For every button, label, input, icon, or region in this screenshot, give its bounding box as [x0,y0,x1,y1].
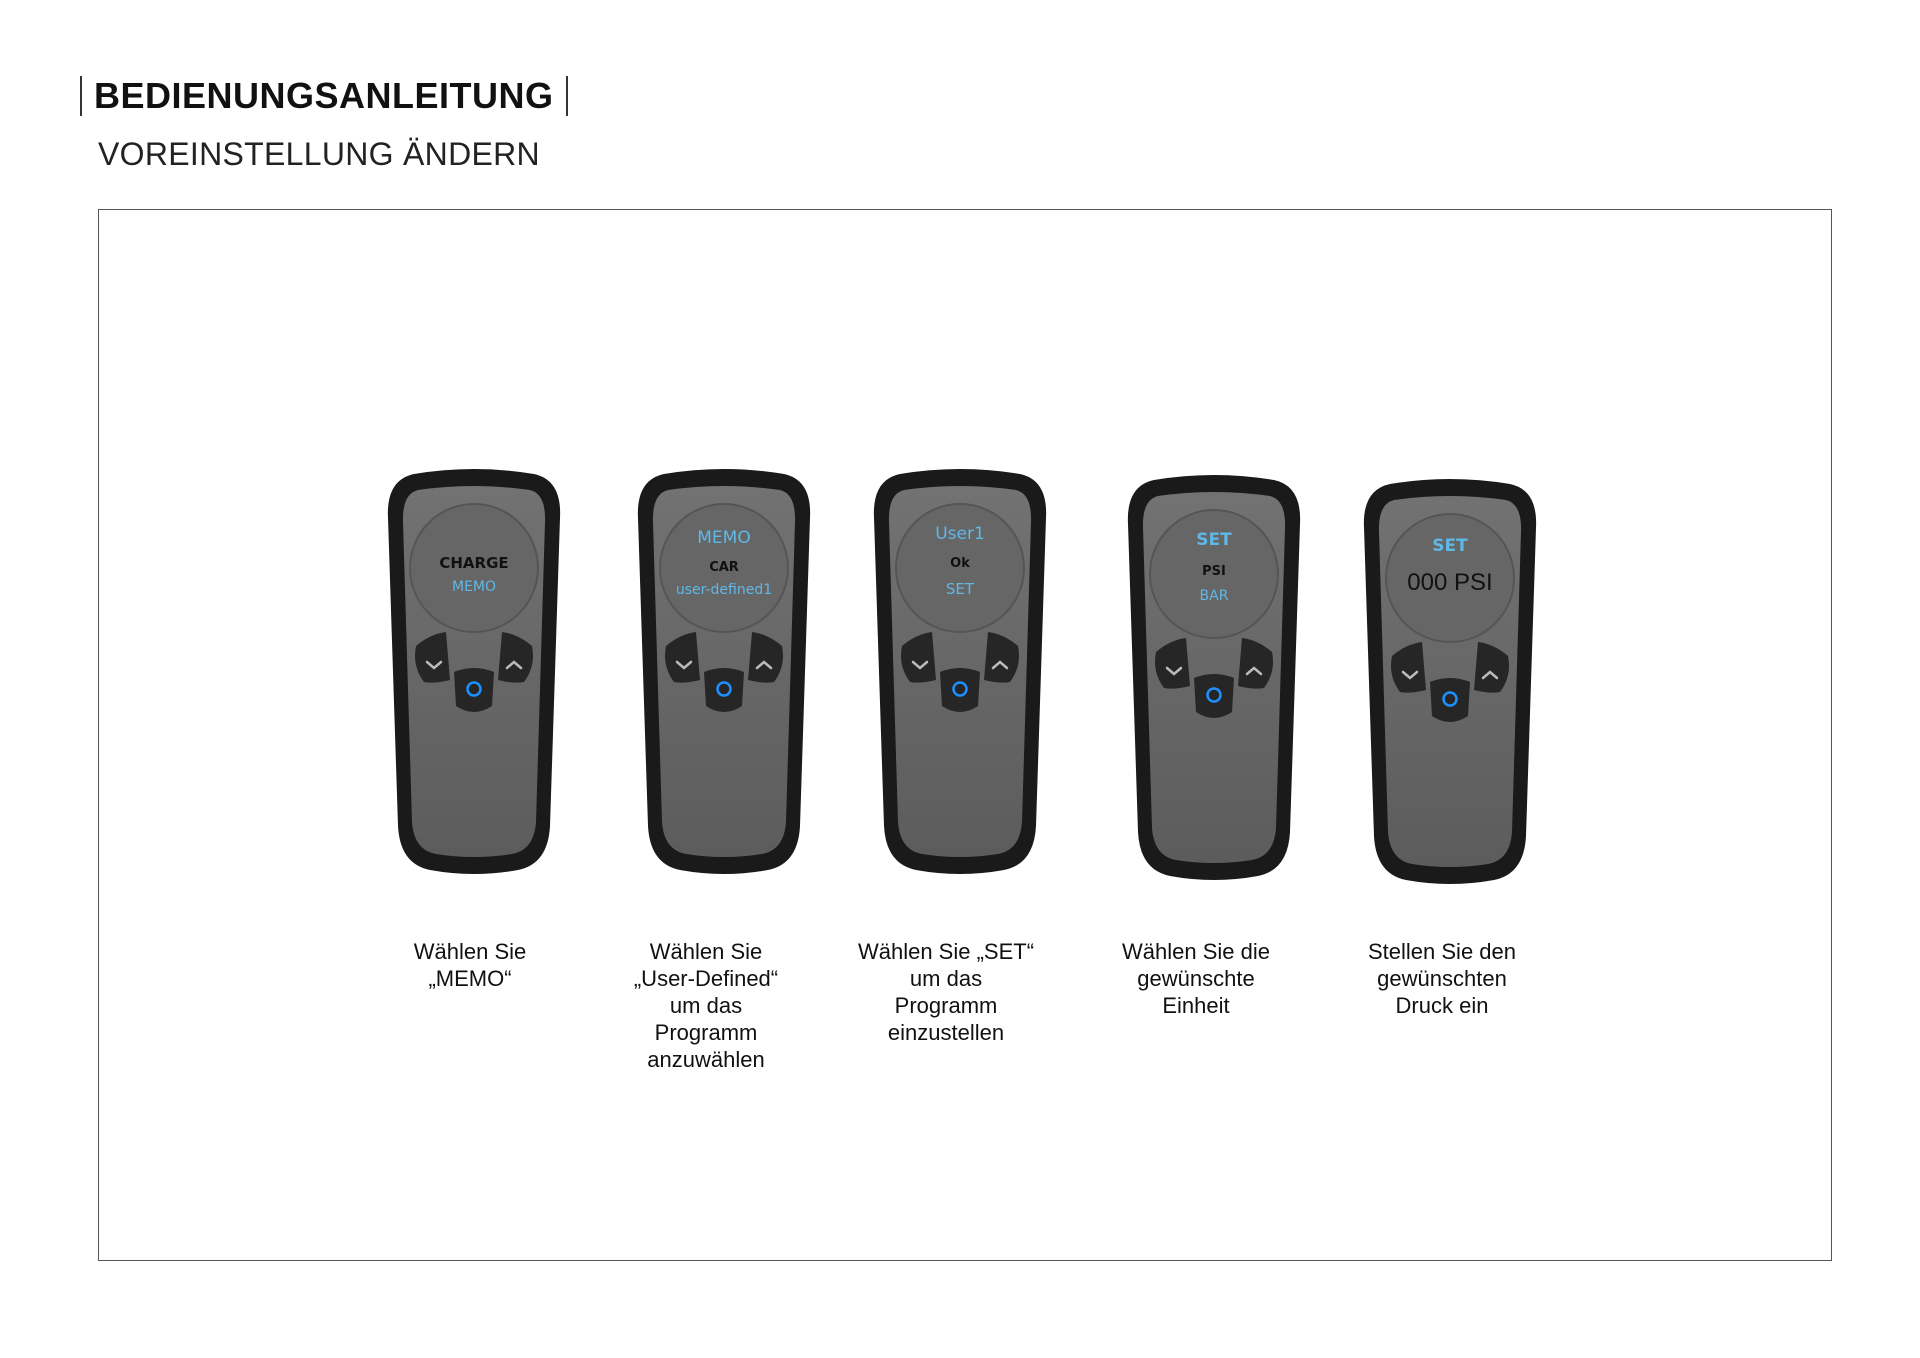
device-memo [384,466,564,876]
screen-line-1: CHARGE [439,554,509,572]
section-subtitle: VOREINSTELLUNG ÄNDERN [98,136,540,172]
screen-line-2: Ok [950,556,970,571]
screen-line-1: User1 [935,524,985,544]
screen-line-2: PSI [1202,564,1226,579]
page-header [80,72,568,120]
screen-line-3: user-defined1 [675,582,773,598]
header-bar-right [566,76,568,116]
screen-line-1: MEMO [697,528,751,548]
device-user1 [870,466,1050,876]
screen-line-2: CAR [709,560,739,575]
screen-line-3: BAR [1199,588,1229,604]
screen-line-1: SET [1432,536,1468,556]
caption-step-4: Wählen Sie die gewünschte Einheit [1122,939,1270,1018]
page-title: BEDIENUNGSANLEITUNG [94,75,554,116]
caption-step-2: Wählen Sie „User-Defined“ um das Programm anzuwählen [633,939,779,1072]
screen-line-2: MEMO [451,579,497,595]
caption-step-5: Stellen Sie den gewünschten Druck ein [1368,939,1516,1018]
screen-line-1: SET [1196,530,1232,550]
caption-step-1: Wählen Sie „MEMO“ [413,939,527,991]
caption-step-3: Wählen Sie „SET“ um das Programm einzustellen [857,939,1035,1045]
tire-inflator-device [384,466,564,876]
device-pressure [1360,476,1540,886]
device-unit [1124,472,1304,882]
screen-line-3: SET [945,580,975,598]
header-bar-left [80,76,82,116]
device-user-defined [634,466,814,876]
pressure-readout: 000 PSI [1407,569,1493,596]
